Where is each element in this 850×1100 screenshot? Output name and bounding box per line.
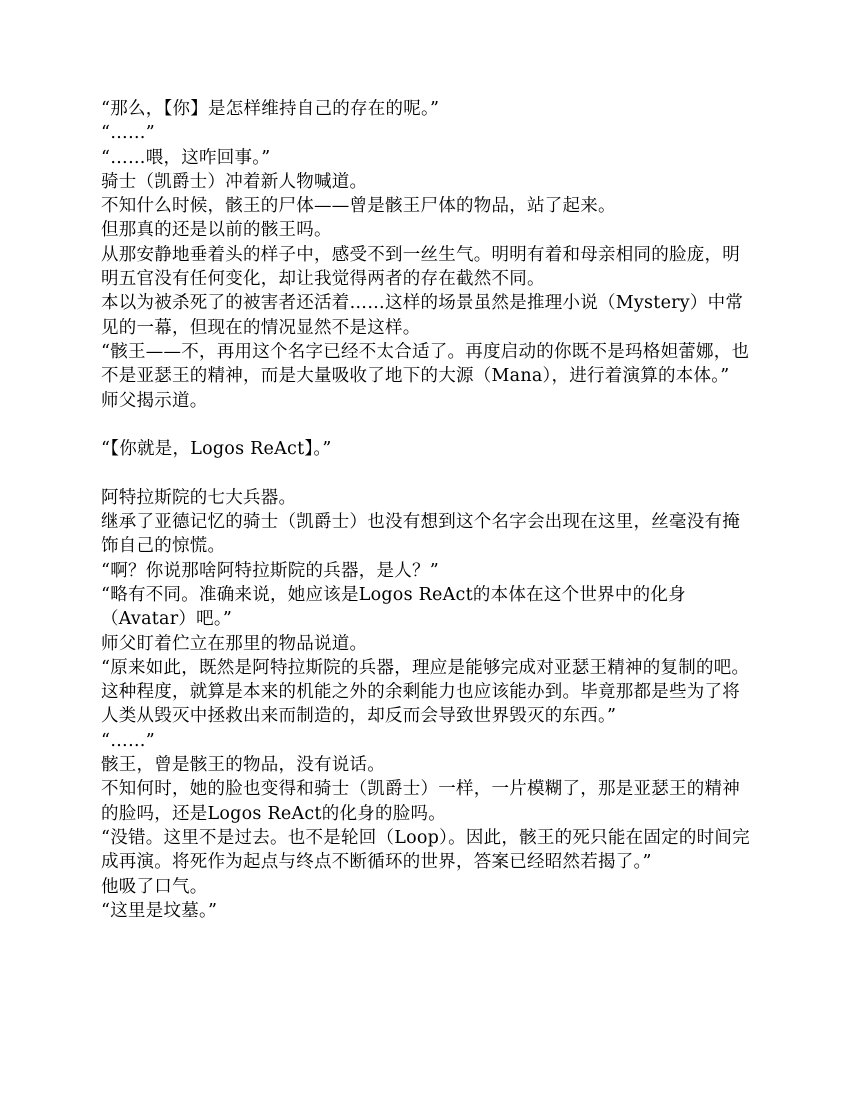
paragraph: 继承了亚德记忆的骑士（凯爵士）也没有想到这个名字会出现在这里，丝毫没有掩饰自己的惊慌。	[101, 512, 740, 557]
paragraph: 师父盯着伫立在那里的物品说道。	[101, 633, 368, 654]
blank-line	[101, 413, 751, 437]
paragraph: 骑士（凯爵士）冲着新人物喊道。	[101, 171, 368, 192]
paragraph: 但那真的还是以前的骸王吗。	[101, 220, 332, 241]
paragraph: 他吸了口气。	[101, 876, 208, 897]
paragraph: “那么，【你】是怎样维持自己的存在的呢。”	[101, 99, 440, 119]
paragraph: “骸王——不，再用这个名字已经不太合适了。再度启动的你既不是玛格妲蕾娜，也不是亚瑟王的精神，而是大量吸收了地下的大源（Mana），进行着演算的本体。”	[101, 341, 750, 387]
paragraph: “啊？你说那啥阿特拉斯院的兵器，是人？”	[101, 560, 439, 581]
paragraph: “略有不同。准确来说，她应该是Logos ReAct的本体在这个世界中的化身（Avatar）吧。”	[101, 584, 686, 630]
paragraph: 从那安静地垂着头的样子中，感受不到一丝生气。明明有着和母亲相同的脸庞，明明五官没有任何变化，却让我觉得两者的存在截然不同。	[101, 244, 740, 290]
paragraph: 不知什么时候，骸王的尸体——曾是骸王尸体的物品，站了起来。	[101, 196, 616, 217]
paragraph: “……”	[101, 123, 155, 144]
paragraph: “……”	[101, 730, 155, 751]
paragraph: 骸王，曾是骸王的物品，没有说话。	[101, 755, 385, 776]
paragraph: 本以为被杀死了的被害者还活着……这样的场景虽然是推理小说（Mystery）中常见的一幕，但现在的情况显然不是这样。	[101, 293, 744, 338]
paragraph: “没错。这里不是过去。也不是轮回（Loop）。因此，骸王的死只能在固定的时间完成再演。将死作为起点与终点不断循环的世界，答案已经昭然若揭了。”	[101, 827, 750, 873]
blank-line	[101, 461, 751, 485]
paragraph: 阿特拉斯院的七大兵器。	[101, 487, 297, 508]
paragraph: 不知何时，她的脸也变得和骑士（凯爵士）一样，一片模糊了，那是亚瑟王的精神的脸吗，还是Logos ReAct的化身的脸吗。	[101, 779, 740, 824]
paragraph: “这里是坟墓。”	[101, 900, 218, 921]
paragraph: “……喂，这咋回事。”	[101, 147, 271, 168]
document-body	[101, 97, 751, 923]
paragraph: “【你就是，Logos ReAct】。”	[101, 439, 332, 460]
paragraph: “原来如此，既然是阿特拉斯院的兵器，理应是能够完成对亚瑟王精神的复制的吧。这种程度，就算是本来的机能之外的余剩能力也应该能办到。毕竟那都是些为了将人类从毁灭中拯救出来而制造的，却反而会导致世界毁灭的东西。”	[101, 657, 750, 727]
paragraph: 师父揭示道。	[101, 390, 208, 411]
